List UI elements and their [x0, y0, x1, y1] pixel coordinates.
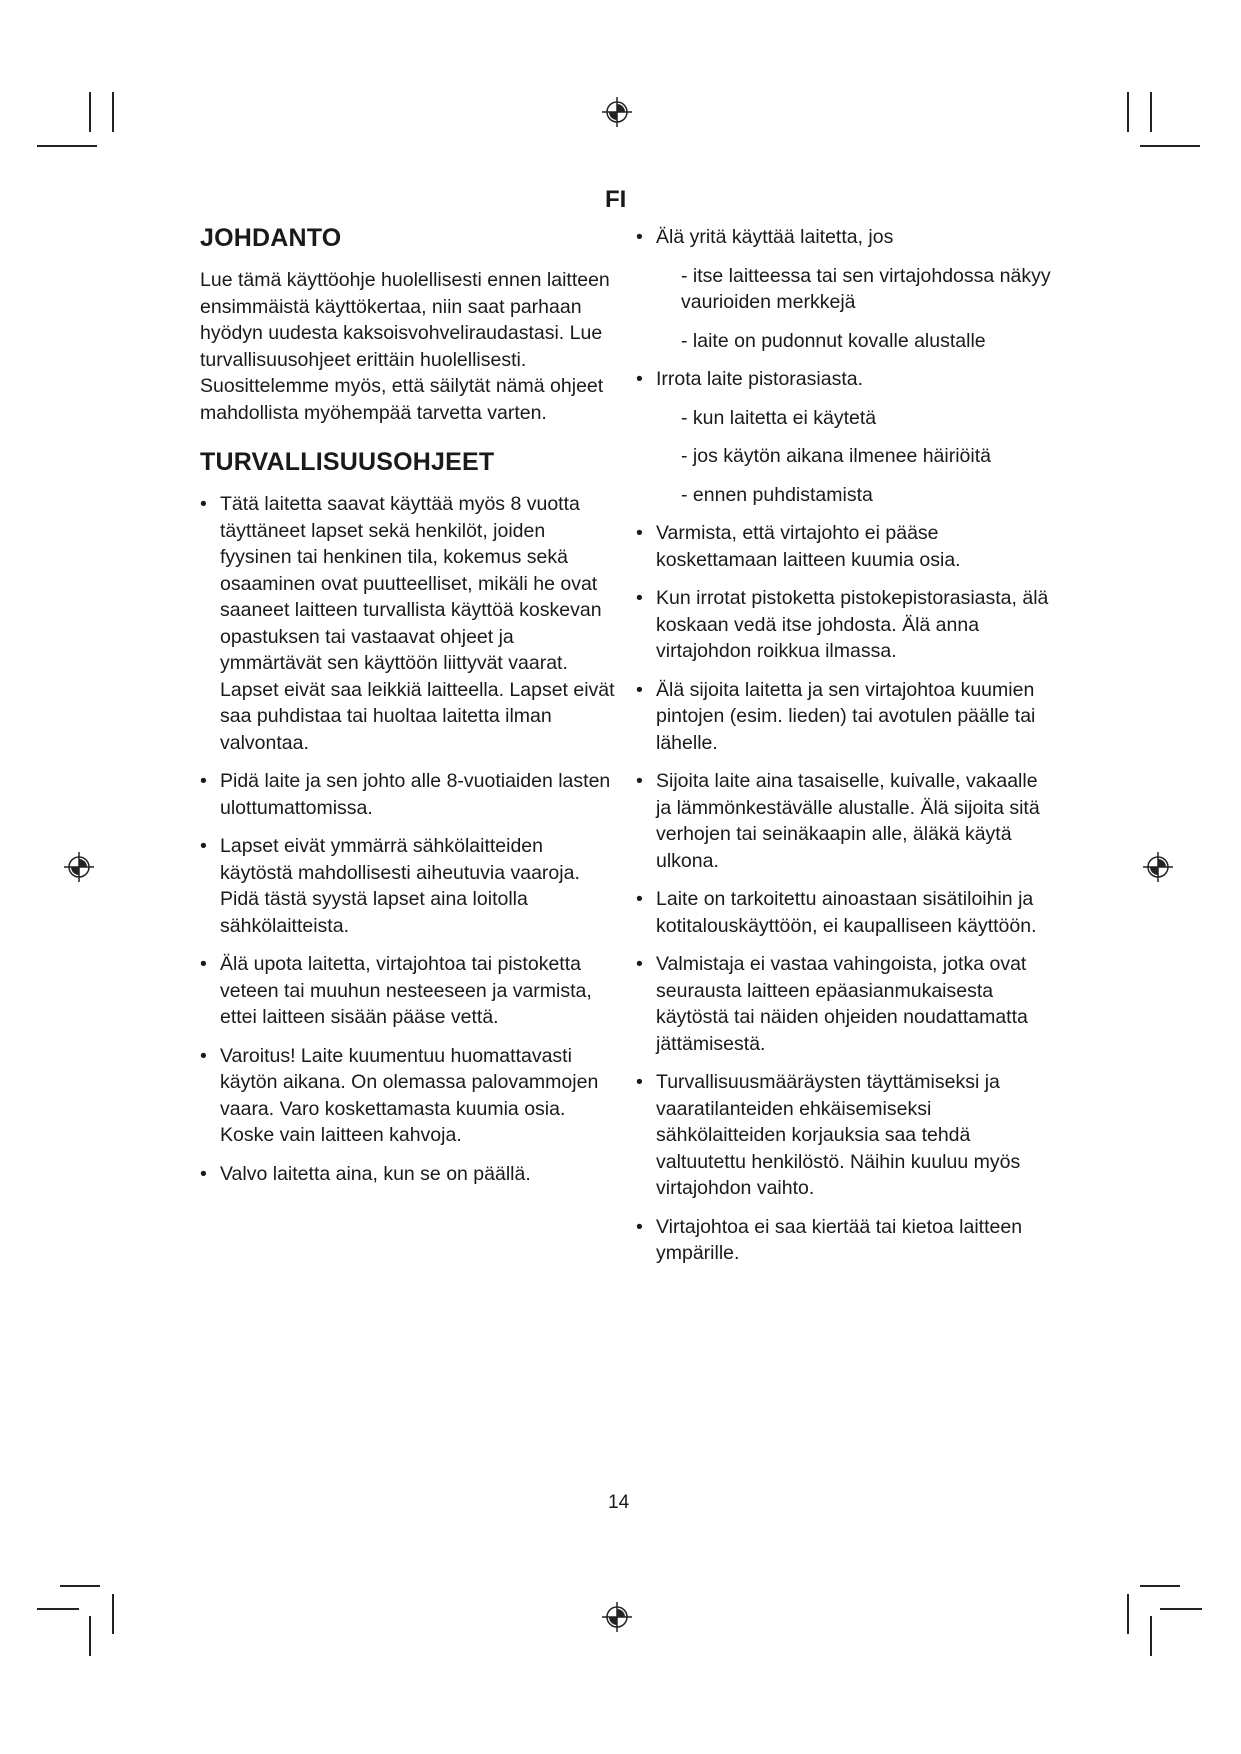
crop-mark: [1127, 92, 1129, 132]
list-item-text: • Pidä laite ja sen johto alle 8-vuotiaiden lasten ulottumattomissa.: [220, 770, 611, 819]
list-item-text: • Valmistaja ei vastaa vahingoista, jotka ovat seurausta laitteen epäasianmukaisesta käytöstä tai näiden ohjeiden noudattamatta jättämisestä.: [656, 953, 1028, 1055]
safety-heading: TURVALLISUUSOHJEET: [200, 448, 495, 476]
list-item: [636, 1214, 1056, 1267]
sub-list-item: - itse laitteessa tai sen virtajohdossa näkyy vaurioiden merkkejä: [681, 264, 1051, 313]
list-item: [636, 886, 1056, 939]
crop-mark: [1140, 145, 1200, 147]
crop-mark: [60, 1585, 100, 1587]
page-number: 14: [608, 1492, 630, 1513]
list-item-text: • Älä sijoita laitetta ja sen virtajohtoa kuumien pintojen (esim. lieden) tai avotulen päälle tai lähelle.: [656, 678, 1036, 754]
list-item-text: • Varmista, että virtajohto ei pääse koskettamaan laitteen kuumia osia.: [656, 522, 961, 571]
registration-mark-icon: [64, 852, 94, 882]
registration-mark-icon: [602, 1602, 632, 1632]
intro-heading: JOHDANTO: [200, 224, 342, 252]
list-item: [200, 768, 620, 821]
registration-mark-icon: [602, 97, 632, 127]
crop-mark: [1150, 1616, 1152, 1656]
list-item-text: • Tätä laitetta saavat käyttää myös 8 vuotta täyttäneet lapset sekä henkilöt, joiden fyysinen tai henkinen tila, kokemus sekä osaaminen ovat puutteelliset, mikäli he ovat saaneet laitteen turvallista käyttöä koskevan opastuksen tai vastaavat ohjeet ja ymmärtävät sen käyttöön liittyvät vaarat. Lapset eivät saa leikkiä laitteella. Lapset eivät saa puhdistaa tai huoltaa laitetta ilman valvontaa.: [220, 493, 615, 754]
list-item: [636, 520, 1056, 573]
list-item: [200, 951, 620, 1031]
list-item-text: • Irrota laite pistorasiasta.: [656, 368, 864, 390]
crop-mark: [112, 1594, 114, 1634]
safety-list-continued: [636, 224, 1056, 1267]
sub-list-item: - kun laitetta ei käytetä: [681, 406, 877, 429]
list-item-text: • Älä upota laitetta, virtajohtoa tai pistoketta veteen tai muuhun nesteeseen ja varmista, ettei laitteen sisään pääse vettä.: [220, 953, 592, 1028]
crop-mark: [89, 92, 91, 132]
list-item: [200, 491, 620, 756]
registration-mark-icon: [1143, 852, 1173, 882]
crop-mark: [1140, 1585, 1180, 1587]
list-item: [200, 1043, 620, 1149]
safety-list: [200, 491, 620, 1187]
list-item-text: • Varoitus! Laite kuumentuu huomattavasti käytön aikana. On olemassa palovammojen vaara. Varo koskettamasta kuumia osia. Koske vain laitteen kahvoja.: [220, 1044, 599, 1146]
right-column: [636, 224, 1056, 1279]
list-item: [636, 585, 1056, 665]
list-item-text: • Sijoita laite aina tasaiselle, kuivalle, vakaalle ja lämmönkestävälle alustalle. Älä sijoita sitä verhojen tai seinäkaapin alle, äläkä käytä ulkona.: [656, 770, 1040, 872]
sub-list: [656, 263, 1056, 355]
list-item: [200, 833, 620, 939]
list-item: [636, 677, 1056, 757]
crop-mark: [112, 92, 114, 132]
list-item: [636, 366, 1056, 508]
left-column: [200, 224, 620, 1199]
list-item-text: • Turvallisuusmääräysten täyttämiseksi ja vaaratilanteiden ehkäisemiseksi sähkölaitteiden korjauksia saa tehdä valtuutettu henkilöstö. Näihin kuuluu myös virtajohdon vaihto.: [656, 1071, 1021, 1199]
sub-list-item: - laite on pudonnut kovalle alustalle: [681, 329, 986, 352]
list-item-text: • Virtajohtoa ei saa kiertää tai kietoa laitteen ympärille.: [656, 1215, 1023, 1264]
list-item: [200, 1161, 620, 1188]
crop-mark: [1127, 1594, 1129, 1634]
list-item: [636, 951, 1056, 1057]
intro-paragraph: Lue tämä käyttöohje huolellisesti ennen laitteen ensimmäistä käyttökertaa, niin saat parhaan hyödyn uudesta kaksoisvohveliraudastasi. Lue turvallisuusohjeet erittäin huolellisesti. Suosittelemme myös, että säilytät nämä ohjeet mahdollista myöhempää tarvetta varten.: [200, 269, 610, 424]
crop-mark: [89, 1616, 91, 1656]
list-item-text: • Valvo laitetta aina, kun se on päällä.: [220, 1162, 531, 1185]
crop-mark: [37, 1608, 79, 1610]
list-item-text: • Lapset eivät ymmärrä sähkölaitteiden käytöstä mahdollisesti aiheutuvia vaaroja. Pidä tästä syystä lapset aina loitolla sähkölaitteista.: [220, 835, 580, 937]
list-item: [636, 224, 1056, 354]
crop-mark: [1160, 1608, 1202, 1610]
sub-list-item: - ennen puhdistamista: [681, 483, 873, 506]
sub-list-item: - jos käytön aikana ilmenee häiriöitä: [681, 445, 992, 467]
crop-mark: [37, 145, 97, 147]
list-item-text: • Kun irrotat pistoketta pistokepistorasiasta, älä koskaan vedä itse johdosta. Älä anna virtajohdon roikkua ilmassa.: [656, 587, 1049, 662]
list-item-text: • Älä yritä käyttää laitetta, jos: [656, 226, 894, 248]
sub-list: [656, 405, 1056, 509]
crop-mark: [1150, 92, 1152, 132]
list-item: [636, 1069, 1056, 1202]
language-code: FI: [605, 186, 627, 213]
list-item: [636, 768, 1056, 874]
list-item-text: • Laite on tarkoitettu ainoastaan sisätiloihin ja kotitalouskäyttöön, ei kaupalliseen käyttöön.: [656, 888, 1037, 937]
